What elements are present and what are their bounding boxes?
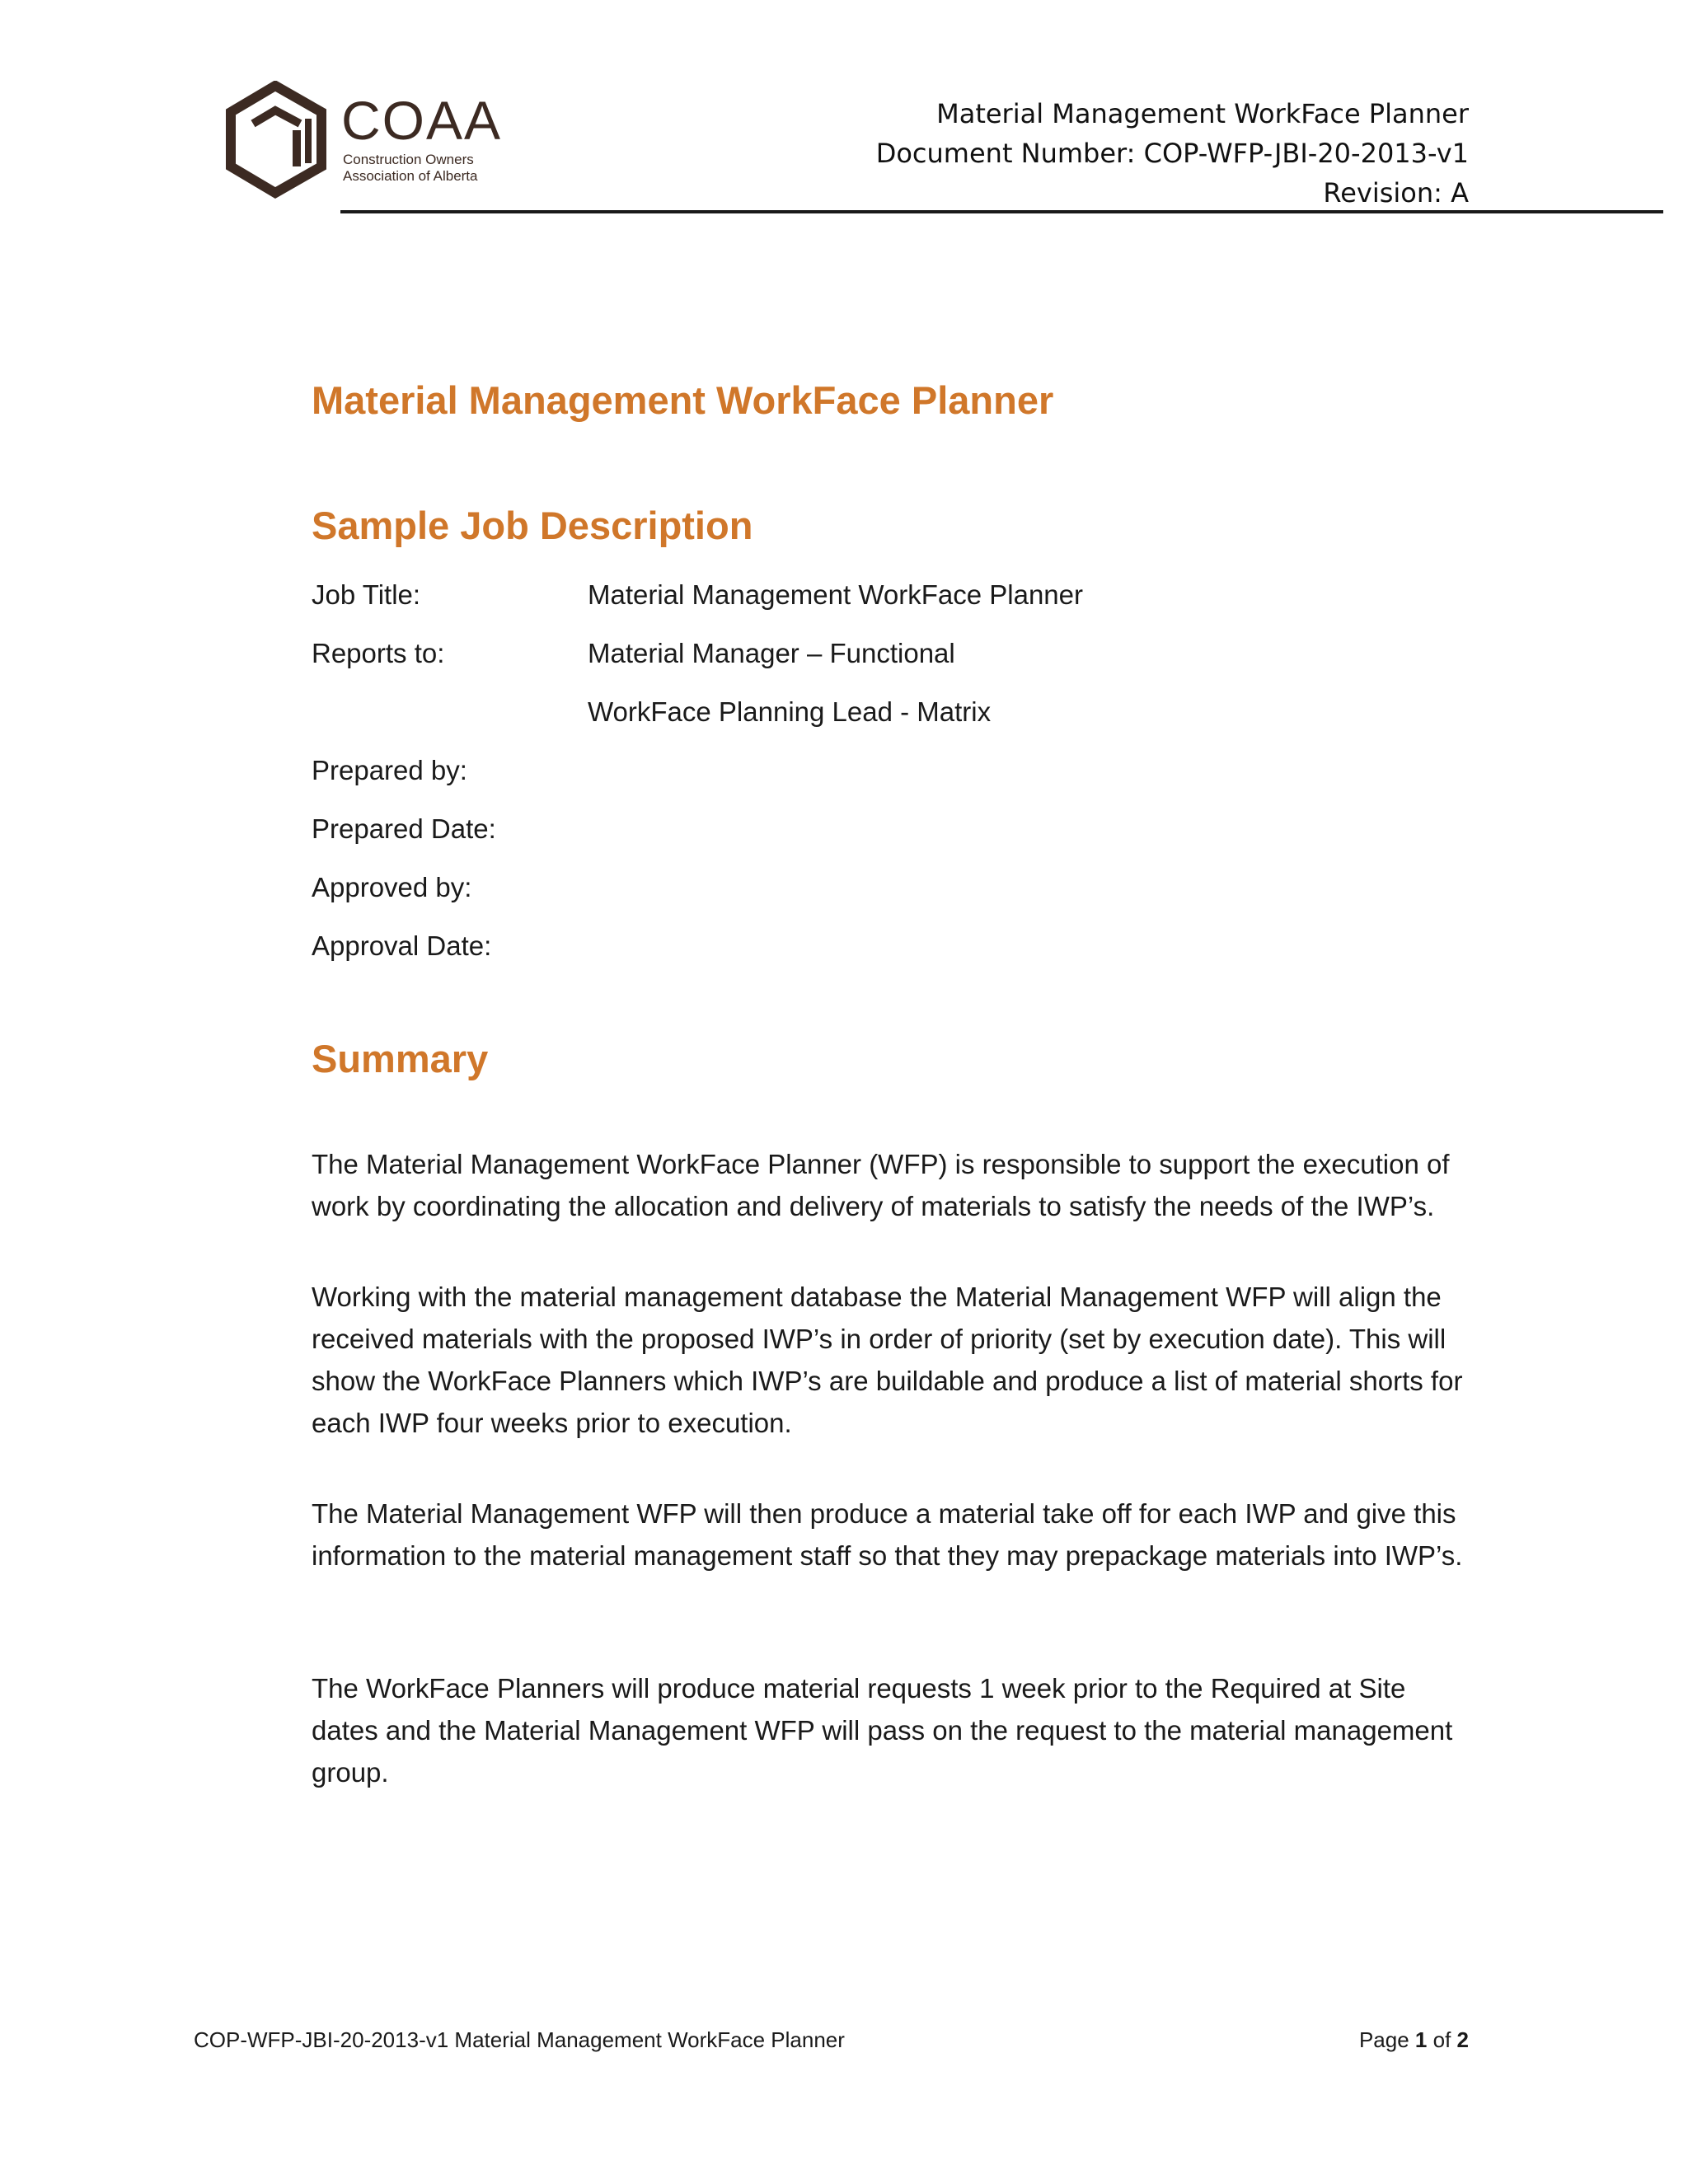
- footer-page-number: [1359, 2027, 1469, 2053]
- field-label-reports-to: Reports to:: [312, 638, 445, 668]
- footer-document-id: COP-WFP-JBI-20-2013-v1 Material Management WorkFace Planner: [194, 2027, 845, 2052]
- field-value-reports-to: Material Manager – Functional: [588, 638, 955, 668]
- job-description-heading: Sample Job Description: [312, 504, 753, 547]
- footer-page-current: 1: [1414, 2027, 1428, 2052]
- summary-paragraph-1: The Material Management WorkFace Planner (WFP) is responsible to support the execution of work by coordinating the allocation and delivery of materials to satisfy the needs of the IWP’s.: [312, 1149, 1450, 1221]
- header-revision: Revision: A: [1323, 177, 1469, 209]
- document-header: [876, 94, 1469, 213]
- logo-wordmark: COAA: [341, 90, 503, 151]
- field-label-prepared-date: Prepared Date:: [312, 813, 496, 844]
- coaa-logo: [224, 81, 503, 204]
- summary-heading: Summary: [312, 1037, 489, 1080]
- summary-paragraph-4: The WorkFace Planners will produce material requests 1 week prior to the Required at Site dates and the Material Management WFP will pass on the request to the material management group.: [312, 1673, 1453, 1788]
- summary-paragraph-2: Working with the material management database the Material Management WFP will align the received materials with the proposed IWP’s in order of priority (set by execution date). This will show the WorkFace Planners which IWP’s are buildable and produce a list of material shorts for each IWP four weeks prior to execution.: [312, 1282, 1463, 1438]
- header-divider: [340, 210, 1663, 213]
- header-doc-title: Material Management WorkFace Planner: [936, 98, 1469, 129]
- field-label-prepared-by: Prepared by:: [312, 755, 467, 785]
- footer-page-word: Page: [1358, 2027, 1409, 2052]
- field-value-reports-to-secondary: WorkFace Planning Lead - Matrix: [588, 696, 992, 727]
- page-title: Material Management WorkFace Planner: [312, 378, 1054, 422]
- footer-of-word: of: [1432, 2027, 1451, 2052]
- hexagon-logo-icon: [224, 81, 331, 204]
- header-doc-number: Document Number: COP-WFP-JBI-20-2013-v1: [875, 138, 1469, 169]
- field-label-approval-date: Approval Date:: [312, 930, 492, 961]
- field-value-job-title: Material Management WorkFace Planner: [588, 579, 1083, 610]
- summary-paragraph-3: The Material Management WFP will then produce a material take off for each IWP and give this information to the material management staff so that they may prepackage materials into IWP’s.: [312, 1498, 1463, 1571]
- logo-subtitle-line1: Construction Owners: [343, 152, 474, 167]
- logo-subtitle-line2: Association of Alberta: [343, 168, 478, 184]
- field-label-job-title: Job Title:: [312, 579, 421, 610]
- footer-page-total: 2: [1456, 2027, 1469, 2052]
- field-label-approved-by: Approved by:: [312, 872, 472, 902]
